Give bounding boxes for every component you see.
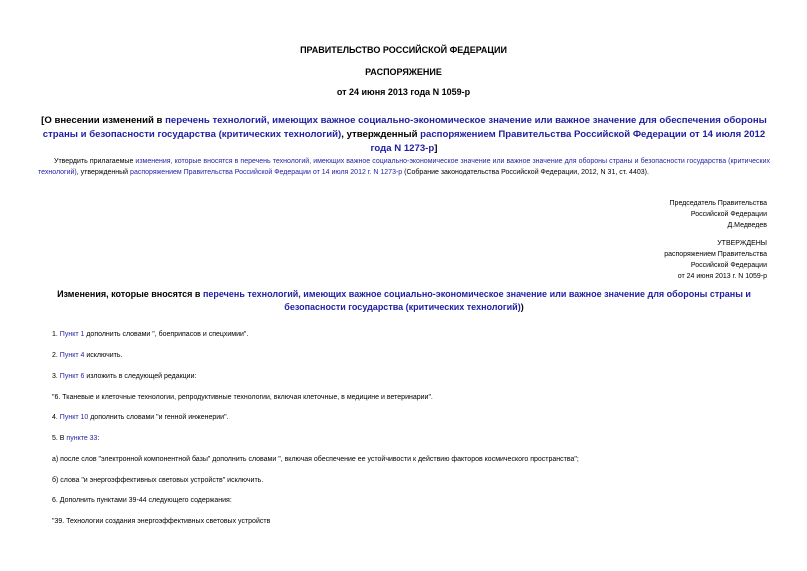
item-4-prefix: 4. bbox=[52, 414, 60, 421]
para-text-2: , утвержденный bbox=[76, 169, 131, 176]
para-link-order[interactable]: распоряжением Правительства Российской Федерации от 14 июля 2012 г. N 1273-р bbox=[130, 169, 403, 176]
changes-title-link[interactable]: перечень технологий, имеющих важное социально-экономическое значение или важное значение для обороны страны и безопасности государства (критических технологий) bbox=[202, 289, 751, 312]
changes-title-text-2: ) bbox=[520, 302, 524, 312]
changes-title bbox=[38, 288, 770, 314]
para-text-1: Утвердить прилагаемые bbox=[54, 158, 136, 165]
list-item-3-quote: "6. Тканевые и клеточные технологии, репродуктивные технологии, включая клеточные, в медицине и ветеринарии". bbox=[52, 394, 433, 401]
main-paragraph bbox=[38, 156, 770, 178]
list-item-1 bbox=[52, 331, 248, 338]
item-3-link[interactable]: Пункт 6 bbox=[59, 373, 85, 380]
signature-block bbox=[670, 198, 767, 231]
list-item-4 bbox=[52, 414, 229, 421]
signature-line-2: Российской Федерации bbox=[690, 211, 767, 218]
item-5-prefix: 5. В bbox=[52, 435, 67, 442]
para-text-3: (Собрание законодательства Российской Федерации, 2012, N 31, ст. 4403). bbox=[402, 169, 649, 176]
item-2-link[interactable]: Пункт 4 bbox=[59, 352, 85, 359]
item-2-text: исключить. bbox=[84, 352, 123, 359]
list-item-5a: а) после слов "электронной компонентной базы" дополнить словами ", включая обеспечение ее устойчивости к действию факторов космического пространства"; bbox=[52, 456, 579, 463]
list-item-6-39: "39. Технологии создания энергоэффективных световых устройств bbox=[52, 518, 271, 525]
list-item-5 bbox=[52, 435, 99, 442]
document-title bbox=[38, 114, 770, 156]
item-3-prefix: 3. bbox=[52, 373, 60, 380]
approval-line-3: Российской Федерации bbox=[690, 262, 767, 269]
title-link-order[interactable]: распоряжением Правительства Российской Федерации от 14 июля 2012 года N 1273-р bbox=[370, 129, 766, 154]
title-open: [О внесении изменений в bbox=[41, 115, 166, 126]
doc-type-heading: РАСПОРЯЖЕНИЕ bbox=[365, 67, 442, 77]
approval-line-2: распоряжением Правительства bbox=[664, 251, 767, 258]
item-3-text: изложить в следующей редакции: bbox=[84, 373, 197, 380]
doc-date-number: от 24 июня 2013 года N 1059-р bbox=[336, 87, 471, 97]
title-mid: , утвержденный bbox=[341, 129, 421, 140]
org-heading: ПРАВИТЕЛЬСТВО РОССИЙСКОЙ ФЕДЕРАЦИИ bbox=[300, 45, 507, 55]
item-5-text: : bbox=[97, 435, 100, 442]
list-item-5b: б) слова "и энергоэффективных световых устройств" исключить. bbox=[52, 477, 264, 484]
approval-block bbox=[664, 238, 767, 282]
item-5-link[interactable]: пункте 33 bbox=[66, 435, 98, 442]
para-link-changes[interactable]: изменения, которые вносятся в перечень технологий, имеющих важное социально-экономическое значение или важное значение для обороны страны и безопасности государства (критических технологий) bbox=[38, 158, 770, 176]
item-1-link[interactable]: Пункт 1 bbox=[59, 331, 85, 338]
item-4-text: дополнить словами "и генной инженерии". bbox=[88, 414, 229, 421]
list-item-3 bbox=[52, 373, 196, 380]
item-1-prefix: 1. bbox=[52, 331, 60, 338]
item-2-prefix: 2. bbox=[52, 352, 60, 359]
list-item-6: 6. Дополнить пунктами 39-44 следующего содержания: bbox=[52, 497, 232, 504]
item-4-link[interactable]: Пункт 10 bbox=[59, 414, 89, 421]
signature-line-3: Д.Медведев bbox=[727, 222, 767, 229]
title-close: ] bbox=[434, 143, 438, 154]
changes-title-text-1: Изменения, которые вносятся в bbox=[57, 289, 203, 299]
title-link-list[interactable]: перечень технологий, имеющих важное социально-экономическое значение или важное значение для обеспечения обороны страны и безопасности государства (критических технологий) bbox=[42, 115, 767, 140]
approval-line-4: от 24 июня 2013 г. N 1059-р bbox=[677, 273, 767, 280]
signature-line-1: Председатель Правительства bbox=[669, 200, 767, 207]
list-item-2 bbox=[52, 352, 122, 359]
approval-line-1: УТВЕРЖДЕНЫ bbox=[717, 240, 767, 247]
item-1-text: дополнить словами ", боеприпасов и спецхимии". bbox=[84, 331, 249, 338]
